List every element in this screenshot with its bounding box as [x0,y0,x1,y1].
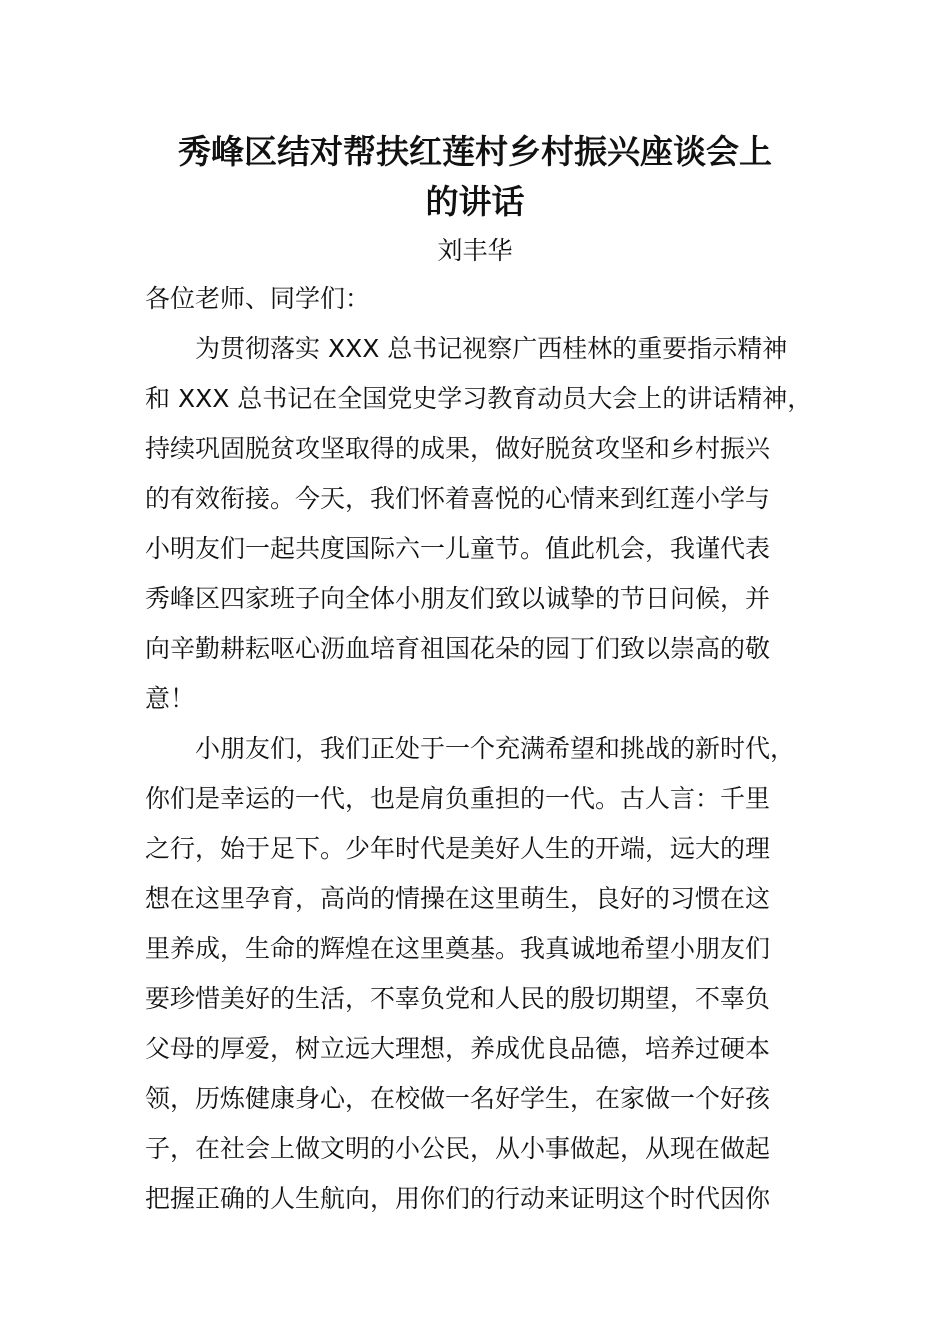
paragraph-line: 小明友们一起共度国际六一儿童节。值此机会，我谨代表 [145,534,771,563]
paragraph-line: 向辛勤耕耘呕心沥血培育祖国花朵的园丁们致以崇高的敬 [145,634,771,663]
paragraph-line: 你们是幸运的一代，也是肩负重担的一代。古人言：千里 [145,784,771,813]
paragraph-line: 子，在社会上做文明的小公民，从小事做起，从现在做起 [145,1134,771,1163]
document-title [145,127,805,227]
paragraph-line: 秀峰区四家班子向全体小朋友们致以诚挚的节日问候，并 [145,584,771,613]
paragraph-line: 为贯彻落实 XXX 总书记视察广西桂林的重要指示精神 [195,334,788,363]
paragraph-line: 之行，始于足下。少年时代是美好人生的开端，远大的理 [145,834,771,863]
paragraph-line: 把握正确的人生航向，用你们的行动来证明这个时代因你 [145,1184,771,1213]
paragraph-2 [145,724,830,1224]
paragraph-line: 意！ [145,684,196,713]
paragraph-line: 持续巩固脱贫攻坚取得的成果，做好脱贫攻坚和乡村振兴 [145,434,771,463]
paragraph-line: 想在这里孕育，高尚的情操在这里萌生，良好的习惯在这 [145,884,771,913]
salutation: 各位老师、同学们： [145,284,371,313]
speech-body [145,274,830,1224]
paragraph-line: 领，历炼健康身心，在校做一名好学生，在家做一个好孩 [145,1084,771,1113]
title-line: 秀峰区结对帮扶红莲村乡村振兴座谈会上 [178,132,772,171]
author-name: 刘丰华 [437,236,513,265]
title-line: 的讲话 [425,182,525,221]
paragraph-line: 里养成，生命的辉煌在这里奠基。我真诚地希望小朋友们 [145,934,771,963]
paragraph-line: 的有效衔接。今天，我们怀着喜悦的心情来到红莲小学与 [145,484,771,513]
paragraph-line: 和 XXX 总书记在全国党史学习教育动员大会上的讲话精神， [145,384,813,413]
paragraph-1 [145,324,830,724]
paragraph-line: 小朋友们，我们正处于一个充满希望和挑战的新时代， [195,734,796,763]
paragraph-line: 父母的厚爱，树立远大理想，养成优良品德，培养过硬本 [145,1034,771,1063]
paragraph-line: 要珍惜美好的生活，不辜负党和人民的殷切期望，不辜负 [145,984,771,1013]
